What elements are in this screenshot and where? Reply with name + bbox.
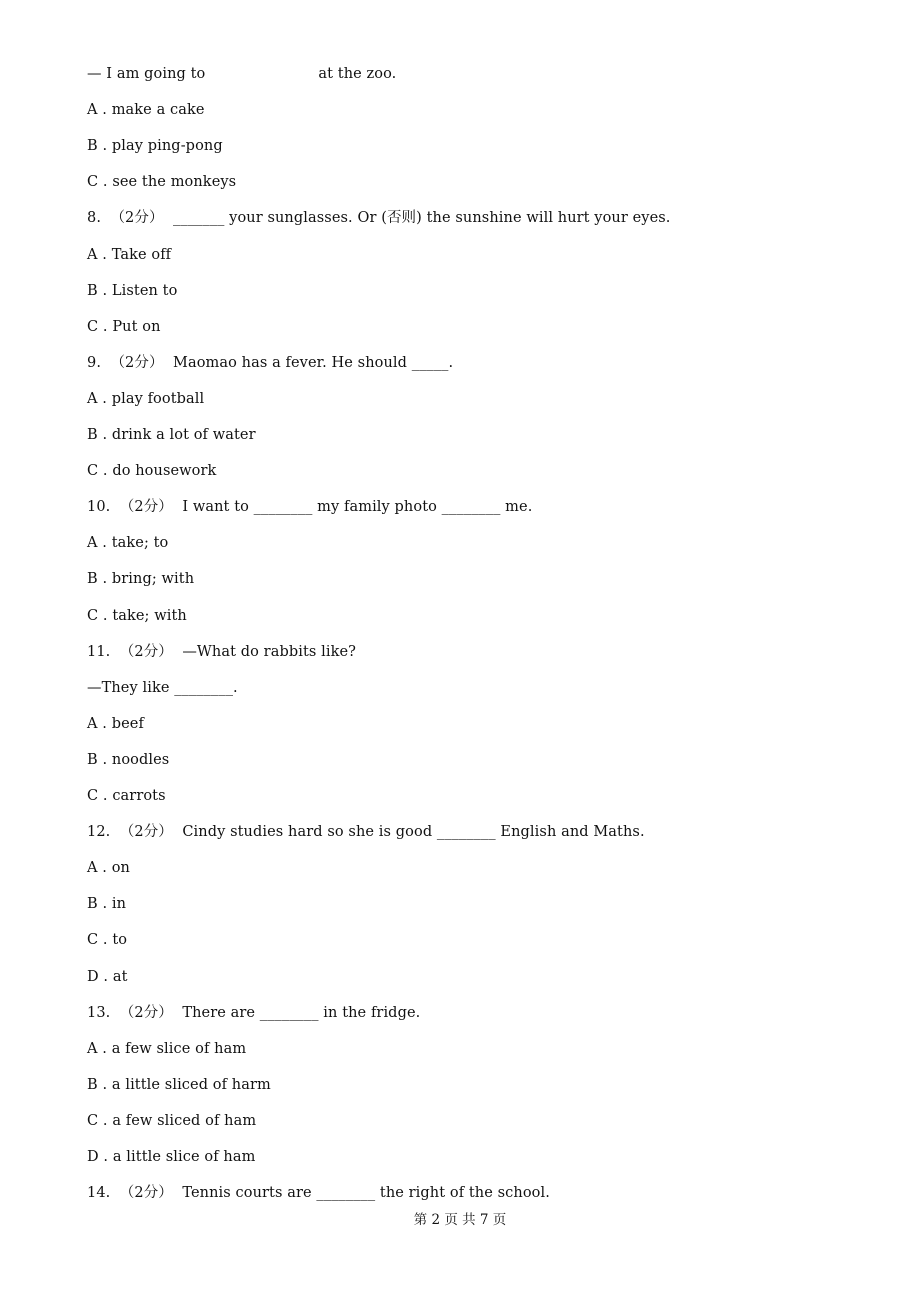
answer-option: B . in	[87, 896, 127, 912]
question-stem: 9. （2分） Maomao has a fever. He should _____.	[87, 355, 454, 371]
answer-option: C . take; with	[87, 608, 187, 624]
answer-option: C . carrots	[87, 788, 166, 804]
answer-option: B . Listen to	[87, 283, 178, 299]
question-stem: 14. （2分） Tennis courts are ________ the right of the school.	[87, 1185, 550, 1201]
answer-option: A . Take off	[87, 247, 172, 263]
answer-option: B . bring; with	[87, 571, 195, 587]
answer-option: C . do housework	[87, 463, 217, 479]
answer-option: B . play ping-pong	[87, 138, 223, 154]
answer-option: A . beef	[87, 716, 144, 732]
answer-option: A . take; to	[87, 535, 169, 551]
answer-option: A . play football	[87, 391, 205, 407]
answer-option: B . a little sliced of harm	[87, 1077, 271, 1093]
answer-option: D . at	[87, 969, 128, 985]
answer-option: B . drink a lot of water	[87, 427, 256, 443]
answer-option: A . make a cake	[87, 102, 205, 118]
answer-option: B . noodles	[87, 752, 170, 768]
question-text: —They like ________.	[87, 680, 238, 696]
answer-option: C . to	[87, 932, 128, 948]
question-stem: 10. （2分） I want to ________ my family photo ________ me.	[87, 499, 533, 515]
page-footer: 第 2 页 共 7 页	[413, 1212, 507, 1228]
question-stem: 11. （2分） —What do rabbits like?	[87, 644, 357, 660]
question-text: — I am going to at the zoo.	[87, 66, 397, 82]
answer-option: C . see the monkeys	[87, 174, 237, 190]
question-stem: 12. （2分） Cindy studies hard so she is good ________ English and Maths.	[87, 824, 645, 840]
answer-option: D . a little slice of ham	[87, 1149, 256, 1165]
answer-option: A . on	[87, 860, 130, 876]
question-stem: 8. （2分） _______ your sunglasses. Or (否则) the sunshine will hurt your eyes.	[87, 210, 671, 226]
question-stem: 13. （2分） There are ________ in the fridge.	[87, 1005, 421, 1021]
answer-option: C . Put on	[87, 319, 161, 335]
answer-option: A . a few slice of ham	[87, 1041, 247, 1057]
answer-option: C . a few sliced of ham	[87, 1113, 257, 1129]
